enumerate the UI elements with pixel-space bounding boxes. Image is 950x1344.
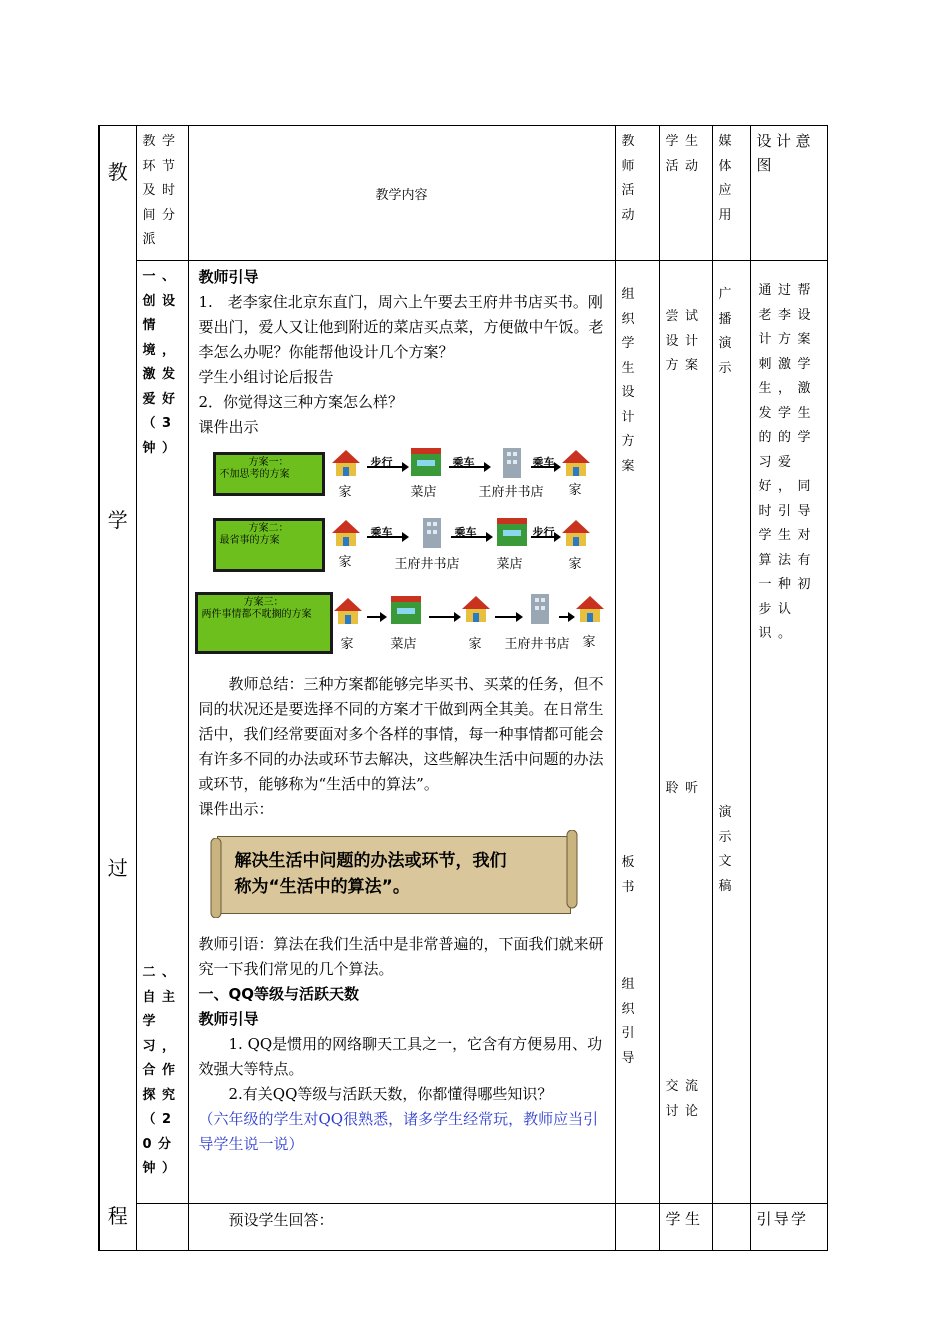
house-icon bbox=[561, 448, 591, 478]
arrow-label: 步行 bbox=[370, 456, 393, 469]
side-char: 程 bbox=[107, 1204, 128, 1228]
scheme-desc: 不加思考的方案 bbox=[219, 469, 290, 480]
phase-cell bbox=[136, 261, 188, 1204]
col-header-intent: 设计意图 bbox=[750, 126, 827, 261]
building-icon bbox=[497, 444, 527, 480]
last-row-stage bbox=[136, 1204, 188, 1251]
scheme-diagram-3 bbox=[199, 590, 609, 660]
phase2-label: 二、自主学习，合作探究（20分钟） bbox=[142, 965, 182, 1176]
node-label: 家 bbox=[568, 557, 582, 572]
col-header-teacher: 教师活动 bbox=[615, 126, 659, 261]
content-cell bbox=[188, 261, 615, 1204]
node-label: 家 bbox=[582, 635, 596, 650]
house-icon bbox=[333, 596, 363, 626]
paragraph: 教师引语：算法在我们生活中是非常普遍的，下面我们就来研究一下我们常见的几个算法。 bbox=[198, 935, 604, 978]
node-label: 家 bbox=[338, 485, 352, 500]
guide-title: 教师引导 bbox=[198, 268, 259, 286]
arrow-label: 步行 bbox=[532, 526, 555, 539]
guide-title: 教师引导 bbox=[198, 1010, 259, 1028]
scheme-label-box bbox=[213, 452, 325, 496]
arrow bbox=[495, 616, 521, 618]
scheme-title: 方案一： bbox=[248, 457, 289, 468]
last-row-media bbox=[712, 1204, 750, 1251]
media-cell bbox=[712, 261, 750, 1204]
store-icon bbox=[389, 594, 423, 626]
scroll-curl-icon bbox=[565, 830, 581, 910]
node-label: 菜店 bbox=[496, 557, 523, 572]
node-label: 王府井书店 bbox=[504, 637, 570, 652]
student-activity: 聆听 bbox=[665, 781, 705, 796]
arrow-label: 乘车 bbox=[532, 456, 555, 469]
arrow bbox=[367, 616, 385, 618]
last-row-teacher bbox=[615, 1204, 659, 1251]
paragraph: 1. 老李家住北京东直门，周六上午要去王府井书店买书。刚要出门，爱人又让他到附近的菜店买点菜，方便做中午饭。老李怎么办呢？你能帮他设计几个方案？ bbox=[198, 293, 604, 361]
store-icon bbox=[495, 516, 529, 548]
scheme-diagram-2 bbox=[199, 514, 609, 580]
design-intent-cell bbox=[750, 261, 827, 1204]
phase1-label: 一、创设情境，激发爱好（3钟） bbox=[142, 269, 182, 456]
house-icon bbox=[331, 518, 361, 548]
side-char: 教 bbox=[107, 160, 128, 184]
col-header-media: 媒体应用 bbox=[712, 126, 750, 261]
teacher-activity: 组织学生设计方案 bbox=[621, 287, 642, 474]
paragraph: 学生小组讨论后报告 bbox=[198, 368, 334, 386]
node-label: 家 bbox=[468, 637, 482, 652]
house-icon bbox=[575, 594, 605, 624]
node-label: 家 bbox=[338, 555, 352, 570]
scheme-desc: 最省事的方案 bbox=[219, 535, 280, 546]
paragraph: 2．你觉得这三种方案怎么样？ bbox=[198, 393, 404, 411]
col-header-stage: 教学环节及时间分派 bbox=[136, 126, 188, 261]
arrow-label: 乘车 bbox=[452, 456, 475, 469]
section-title: 一、QQ等级与活跃天数 bbox=[198, 985, 360, 1003]
student-activity: 交流讨论 bbox=[665, 1079, 705, 1119]
house-icon bbox=[461, 594, 491, 624]
scheme-label-box bbox=[213, 518, 325, 572]
side-label-cell bbox=[99, 126, 136, 1251]
paragraph: 课件出示： bbox=[198, 800, 274, 818]
paragraph: 课件出示 bbox=[198, 418, 259, 436]
paragraph: 教师总结：三种方案都能够完毕买书、买菜的任务，但不同的状况还是要选择不同的方案才干做到两全其美。在日常生活中，我们经常要面对多个各样的事情，每一种事情都可能会有许多不同的办法或环节去解决，这些解决生活中问题的办法或环节，能够称为“生活中的算法”。 bbox=[198, 675, 604, 793]
teacher-activity-cell bbox=[615, 261, 659, 1204]
house-icon bbox=[561, 518, 591, 548]
student-activity-cell bbox=[659, 261, 712, 1204]
student-activity: 尝试设计方案 bbox=[665, 309, 705, 373]
arrow bbox=[429, 616, 459, 618]
house-icon bbox=[331, 448, 361, 478]
col-header-student: 学生活动 bbox=[659, 126, 712, 261]
node-label: 王府井书店 bbox=[478, 485, 544, 500]
side-char: 学 bbox=[107, 508, 128, 532]
scheme-title: 方案二： bbox=[248, 523, 289, 534]
media-use: 广播演示 bbox=[718, 287, 739, 376]
building-icon bbox=[417, 514, 447, 550]
arrow-label: 乘车 bbox=[370, 526, 393, 539]
node-label: 菜店 bbox=[410, 485, 437, 500]
scheme-diagram-1 bbox=[199, 444, 609, 510]
scheme-title: 方案三： bbox=[243, 597, 284, 608]
scroll-curl-icon bbox=[209, 838, 229, 918]
scheme-desc: 两件事情都不耽搁的方案 bbox=[201, 609, 312, 620]
teacher-activity: 板书 bbox=[621, 855, 642, 895]
scroll-banner bbox=[209, 830, 569, 918]
node-label: 家 bbox=[340, 637, 354, 652]
arrow bbox=[559, 616, 573, 618]
scroll-line: 称为“生活中的算法”。 bbox=[234, 877, 410, 897]
teacher-activity: 组织引导 bbox=[621, 977, 642, 1066]
arrow-label: 乘车 bbox=[454, 526, 477, 539]
store-icon bbox=[409, 446, 443, 478]
media-use: 演示文稿 bbox=[718, 805, 739, 894]
node-label: 家 bbox=[568, 483, 582, 498]
paragraph: 2.有关QQ等级与活跃天数，你都懂得哪些知识？ bbox=[228, 1085, 553, 1103]
side-char: 过 bbox=[107, 856, 128, 880]
scroll-text bbox=[235, 848, 507, 900]
last-row-intent: 引导学 bbox=[750, 1204, 827, 1251]
teaching-note: （六年级的学生对QQ很熟悉，诸多学生经常玩，教师应当引导学生说一说） bbox=[198, 1110, 599, 1153]
last-row-content: 预设学生回答： bbox=[188, 1204, 615, 1251]
design-intent: 通过帮老李设计方案刺激学生，激发学生的的学习爱好，同时引导学生对算法有一种初步认识。 bbox=[758, 283, 818, 641]
scroll-line: 解决生活中问题的办法或环节，我们 bbox=[234, 851, 507, 871]
building-icon bbox=[525, 590, 555, 626]
node-label: 菜店 bbox=[390, 637, 417, 652]
paragraph: 1. QQ是惯用的网络聊天工具之一，它含有方便易用、功效强大等特点。 bbox=[198, 1035, 603, 1078]
scheme-label-box bbox=[195, 592, 333, 654]
last-row-student: 学生 bbox=[659, 1204, 712, 1251]
lesson-plan-table bbox=[98, 125, 828, 1251]
node-label: 王府井书店 bbox=[394, 557, 460, 572]
col-header-content: 教学内容 bbox=[188, 126, 615, 261]
